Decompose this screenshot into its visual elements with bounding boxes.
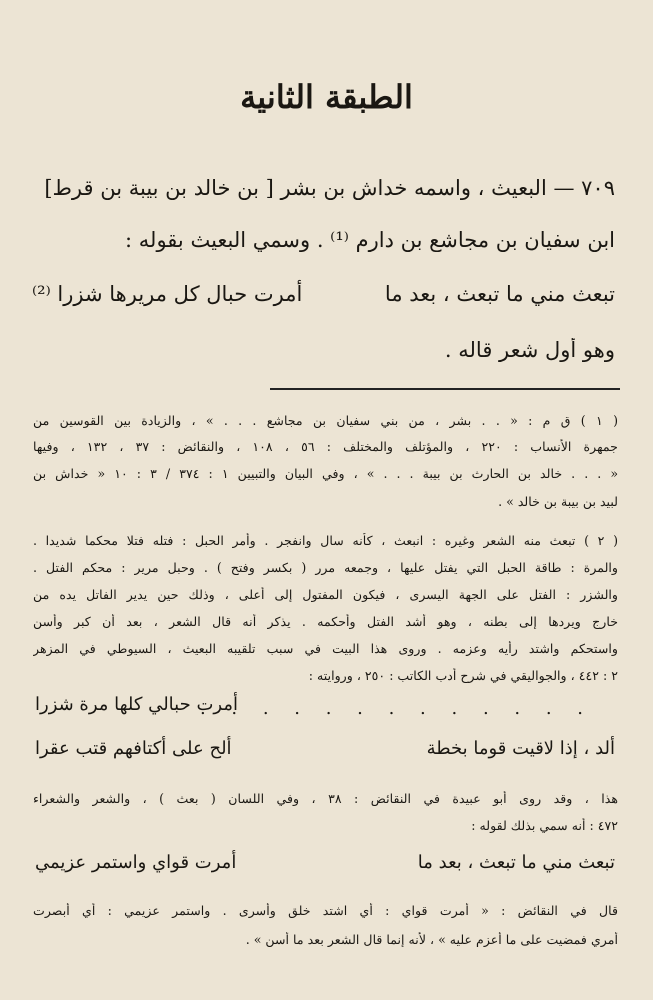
footnote-verse-3-second-hemistich: أمرت قواي واستمر عزيمي — [35, 852, 237, 873]
section-title: الطبقة الثانية — [240, 78, 413, 116]
footnote-2-line-1: ( ٢ ) تبعث منه الشعر وغيره : انبعث ، كأنه سال وانفجر . وأمر الحبل : فتله فتلا محكما شديدا . — [33, 533, 618, 548]
footnote-1-line-1: ( ١ ) ق م : « . . بشر ، من بني سفيان بن مجاشع . . . » ، والزيادة بين القوسين من — [33, 413, 618, 428]
footnote-verse-2-second-hemistich: ألح على أكتافهم قتب عقرا — [35, 738, 232, 759]
entry-line-4: وهو أول شعر قاله . — [444, 338, 615, 362]
footnote-verse-1-hemistich: أمرت حبالي كلها مرة شزرا — [35, 694, 238, 715]
footnote-2-line-7: هذا ، وقد روى أبو عبيدة في النقائض : ٣٨ ، وفي اللسان ( بعث ) ، والشعر والشعراء — [33, 791, 618, 806]
footnote-2-line-5: واستحكم واشتد رأيه وعزمه . وروى هذا البيت في سبب تلقيبه البعيث ، السيوطي في المزهر — [33, 641, 618, 656]
footnote-verse-3-first-hemistich: تبعث مني ما تبعث ، بعد ما — [417, 852, 615, 873]
footnote-2-line-3: والشزر : الفتل على الجهة اليسرى ، فيكون المفتول إلى أعلى ، وذلك حين يدير الفاتل يده من — [33, 587, 618, 602]
footnote-verse-1-ellipsis: . . . . . . . . . . . . . — [199, 698, 593, 719]
footnote-1-line-4: لبيد بن بيبة بن خالد » . — [498, 494, 618, 509]
entry-line-2: ابن سفيان بن مجاشع بن دارم ⁽¹⁾ . وسمي البعيث بقوله : — [125, 228, 615, 252]
footnote-2-line-2: والمرة : طاقة الحبل التي يفتل عليها ، وجمعه مرر ( بكسر وفتح ) . وحبل مرير : محكم الفتل . — [33, 560, 618, 575]
entry-verse-second-hemistich: أمرت حبال كل مريرها شزرا ⁽²⁾ — [32, 282, 303, 306]
footnote-divider — [270, 388, 620, 390]
footnote-2-line-6: ٢ : ٤٤٢ ، والجواليقي في شرح أدب الكاتب : ٢٥٠ ، وروايته : — [308, 668, 618, 683]
entry-verse-first-hemistich: تبعث مني ما تبعث ، بعد ما — [384, 282, 615, 306]
entry-line-1: ٧٠٩ — البعيث ، واسمه خداش بن بشر [ بن خالد بن بيبة بن قرط] — [44, 176, 615, 200]
footnote-2-line-4: خارج ويردها إلى بطنه ، وهو أشد الفتل وأحكمه . يذكر أنه قال الشعر ، بعد أن كبر وأسن — [33, 614, 618, 629]
footnote-2-line-10: أمري فمضيت على ما أعزم عليه » ، لأنه إنما قال الشعر بعد ما أسن » . — [245, 932, 618, 947]
footnote-1-line-3: « . . . خالد بن الحارث بن بيبة . . . » ، وفي البيان والتبيين ١ : ٣٧٤ / ٣ : ١٠ « خداش بن — [33, 466, 618, 481]
footnote-2-line-9: قال في النقائض : « أمرت قواي : أي اشتد خلق وأسرى . واستمر عزيمي : أي أبصرت — [33, 903, 618, 918]
footnote-1-line-2: جمهرة الأنساب : ٢٢٠ ، والمؤتلف والمختلف : ٥٦ ، ١٠٨ ، والنقائض : ٣٧ ، ١٣٢ ، وفيها — [33, 439, 618, 454]
footnote-verse-2-first-hemistich: ألد ، إذا لاقيت قوما بخطة — [426, 738, 615, 759]
footnote-2-line-8: ٤٧٢ : أنه سمي بذلك لقوله : — [471, 818, 618, 833]
